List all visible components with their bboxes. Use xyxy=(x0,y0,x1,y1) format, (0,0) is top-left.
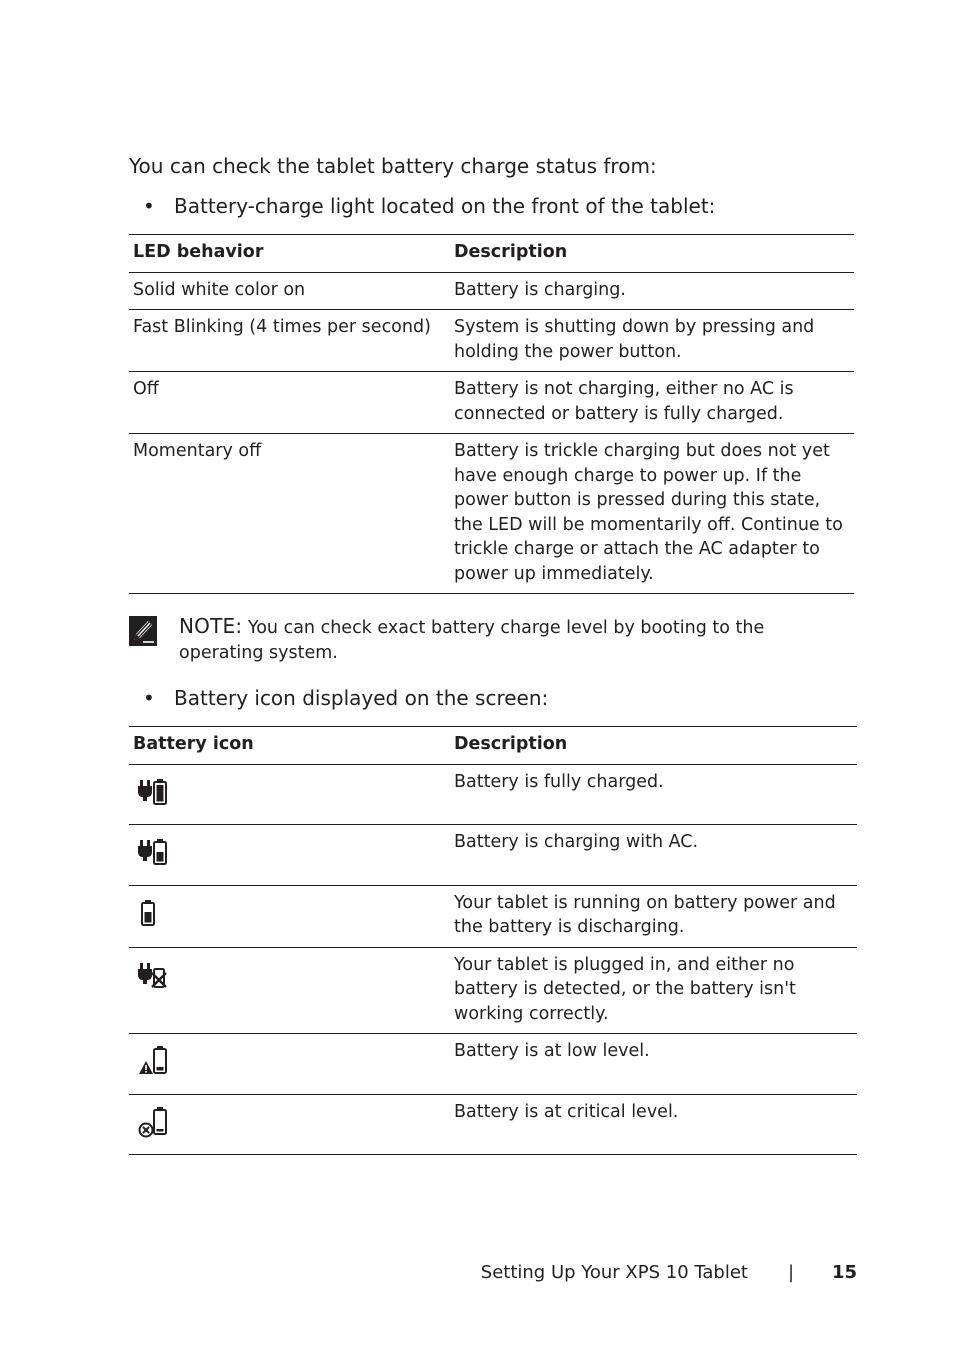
column-header-description: Description xyxy=(454,734,568,754)
icon-cell xyxy=(129,764,450,825)
battery-low-warning-icon xyxy=(138,1045,172,1079)
battery-plugged-not-detected-icon xyxy=(138,959,172,993)
battery-icon-table xyxy=(129,726,857,1155)
led-behavior-cell: Solid white color on xyxy=(133,279,306,300)
table-row xyxy=(129,825,857,886)
table-row xyxy=(129,1094,857,1155)
icon-cell xyxy=(129,947,450,1034)
description-cell: Battery is charging with AC. xyxy=(454,832,699,852)
table-row xyxy=(129,1034,857,1095)
table-header-row xyxy=(129,235,854,273)
description-cell: Your tablet is plugged in, and either no battery is detected, or the battery isn't working correctly. xyxy=(454,954,796,1024)
icon-cell xyxy=(129,1094,450,1155)
description-cell: Battery is at critical level. xyxy=(454,1101,679,1122)
description-cell: Battery is charging. xyxy=(454,279,626,300)
page-number: 15 xyxy=(831,1262,857,1283)
table-row xyxy=(129,434,854,594)
table-row xyxy=(129,885,857,947)
table-row xyxy=(129,310,854,372)
bullet-dot: • xyxy=(143,686,155,710)
description-cell: Your tablet is running on battery power and the battery is discharging. xyxy=(454,892,836,937)
page-footer xyxy=(0,1260,954,1288)
table-row xyxy=(129,764,857,825)
battery-full-plugged-icon xyxy=(138,776,172,810)
table-row xyxy=(129,272,854,310)
icon-cell xyxy=(129,885,450,947)
led-behavior-table xyxy=(129,234,854,594)
intro-text: You can check the tablet battery charge status from: xyxy=(129,154,657,178)
footer-separator: | xyxy=(788,1262,795,1283)
table-row xyxy=(129,372,854,434)
battery-critical-icon xyxy=(138,1106,172,1140)
note-pen-icon xyxy=(129,616,157,646)
icon-cell xyxy=(129,1034,450,1095)
column-header-led-behavior: LED behavior xyxy=(133,242,264,262)
note-body: You can check exact battery charge level by booting to the operating system. xyxy=(179,618,765,663)
battery-discharging-icon xyxy=(138,897,172,931)
description-cell: System is shutting down by pressing and holding the power button. xyxy=(454,317,815,362)
description-cell: Battery is at low level. xyxy=(454,1041,650,1061)
column-header-description: Description xyxy=(454,242,568,262)
battery-charging-ac-icon xyxy=(138,836,172,870)
bullet-text: Battery icon displayed on the screen: xyxy=(174,686,549,710)
footer-title: Setting Up Your XPS 10 Tablet xyxy=(480,1262,748,1283)
note-label: NOTE: xyxy=(179,614,243,638)
led-behavior-cell: Off xyxy=(133,379,159,399)
column-header-battery-icon: Battery icon xyxy=(133,734,254,754)
icon-cell xyxy=(129,825,450,886)
table-header-row xyxy=(129,727,857,765)
bullet-dot: • xyxy=(143,194,155,218)
note-text xyxy=(179,614,854,665)
led-behavior-cell: Momentary off xyxy=(133,441,262,461)
table-row xyxy=(129,947,857,1034)
description-cell: Battery is fully charged. xyxy=(454,771,664,792)
description-cell: Battery is trickle charging but does not yet have enough charge to power up. If the power button is pressed during this state, the LED will be momentarily off. Continue to trickle charge or attach the AC adapter to power up immediately. xyxy=(454,441,843,584)
bullet-text: Battery-charge light located on the front of the tablet: xyxy=(174,194,716,218)
description-cell: Battery is not charging, either no AC is connected or battery is fully charged. xyxy=(454,379,794,424)
led-behavior-cell: Fast Blinking (4 times per second) xyxy=(133,317,431,337)
